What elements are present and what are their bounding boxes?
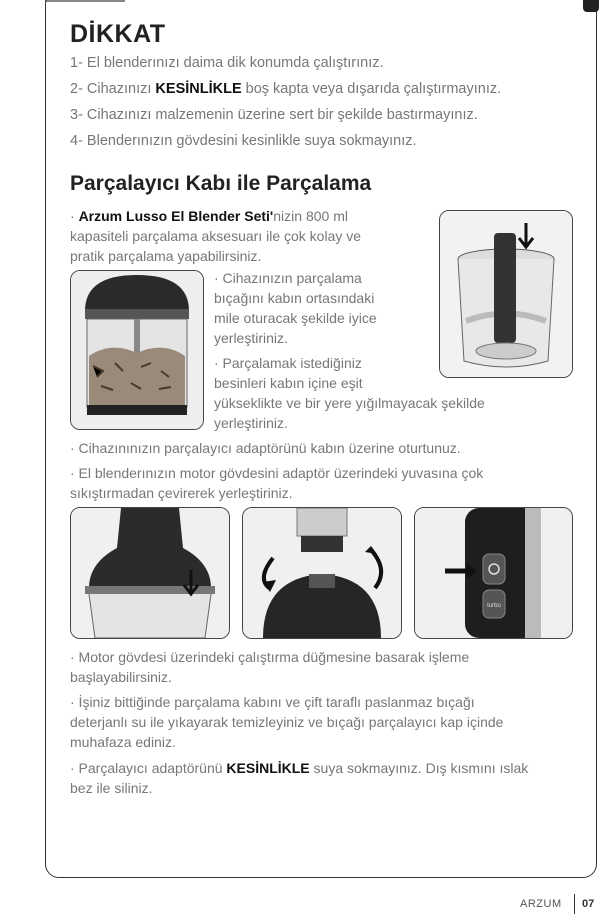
warning-3: 3- Cihazınızı malzemenin üzerine sert bir şekilde bastırmayınız. [70, 107, 478, 123]
step-dont-submerge: · Parçalayıcı adaptörünü KESİNLİKLE suya sokmayınız. Dış kısmını ıslak bez ile siliniz. [70, 760, 529, 796]
food-container-image [70, 270, 204, 430]
turbo-label: turbo [487, 603, 501, 609]
step-food: · Parçalamak istediğiniz besinleri kabın içine eşit yükseklikte ve bir yere yığılmayacak şekilde yerleştiriniz. [214, 355, 485, 431]
intro-text: · Arzum Lusso El Blender Seti'nizin 800 ml kapasiteli parçalama aksesuarı ile çok kolay ve pratik parçalama yapabilirsiniz. [70, 208, 362, 264]
warning-2: 2- Cihazınızı KESİNLİKLE boş kapta veya dışarıda çalıştırmayınız. [70, 81, 502, 97]
step-blade: · Cihazınızın parçalama bıçağını kabın ortasındaki mile oturacak şekilde iyice yerleştiriniz. [214, 270, 377, 346]
section-title: Parçalayıcı Kabı ile Parçalama [70, 172, 372, 195]
step-clean: · İşiniz bittiğinde parçalama kabını ve çift taraflı paslanmaz bıçağı deterjanlı su ile yıkayarak temizleyiniz ve bıçağı parçalayıcı kap içinde muhafaza ediniz. [70, 694, 504, 750]
footer-brand: ARZUM [520, 898, 562, 910]
adaptor-illustration [71, 508, 229, 638]
warning-1: 1- El blenderınızı daima dik konumda çalıştırınız. [70, 55, 384, 71]
step-motor: · El blenderınızın motor gövdesini adaptör üzerindeki yuvasına çok sıkıştırmadan çevirerek yerleştiriniz. [70, 465, 484, 501]
page-number: 07 [582, 898, 595, 910]
corner-tab [583, 0, 599, 12]
adaptor-image [70, 507, 230, 639]
start-button-image [414, 507, 573, 639]
step-adaptor: · Cihazınınızın parçalayıcı adaptörünü kabın üzerine oturtunuz. [70, 440, 461, 456]
motor-twist-image [242, 507, 402, 639]
start-button-illustration [415, 508, 572, 638]
footer-separator [574, 894, 575, 914]
food-container-illustration [71, 271, 203, 429]
warning-4: 4- Blenderınızın gövdesini kesinlikle suya sokmayınız. [70, 133, 417, 149]
warning-title: DİKKAT [70, 20, 166, 48]
motor-twist-illustration [243, 508, 401, 638]
step-start: · Motor gövdesi üzerindeki çalıştırma düğmesine basarak işleme başlayabilirsiniz. [70, 649, 470, 685]
